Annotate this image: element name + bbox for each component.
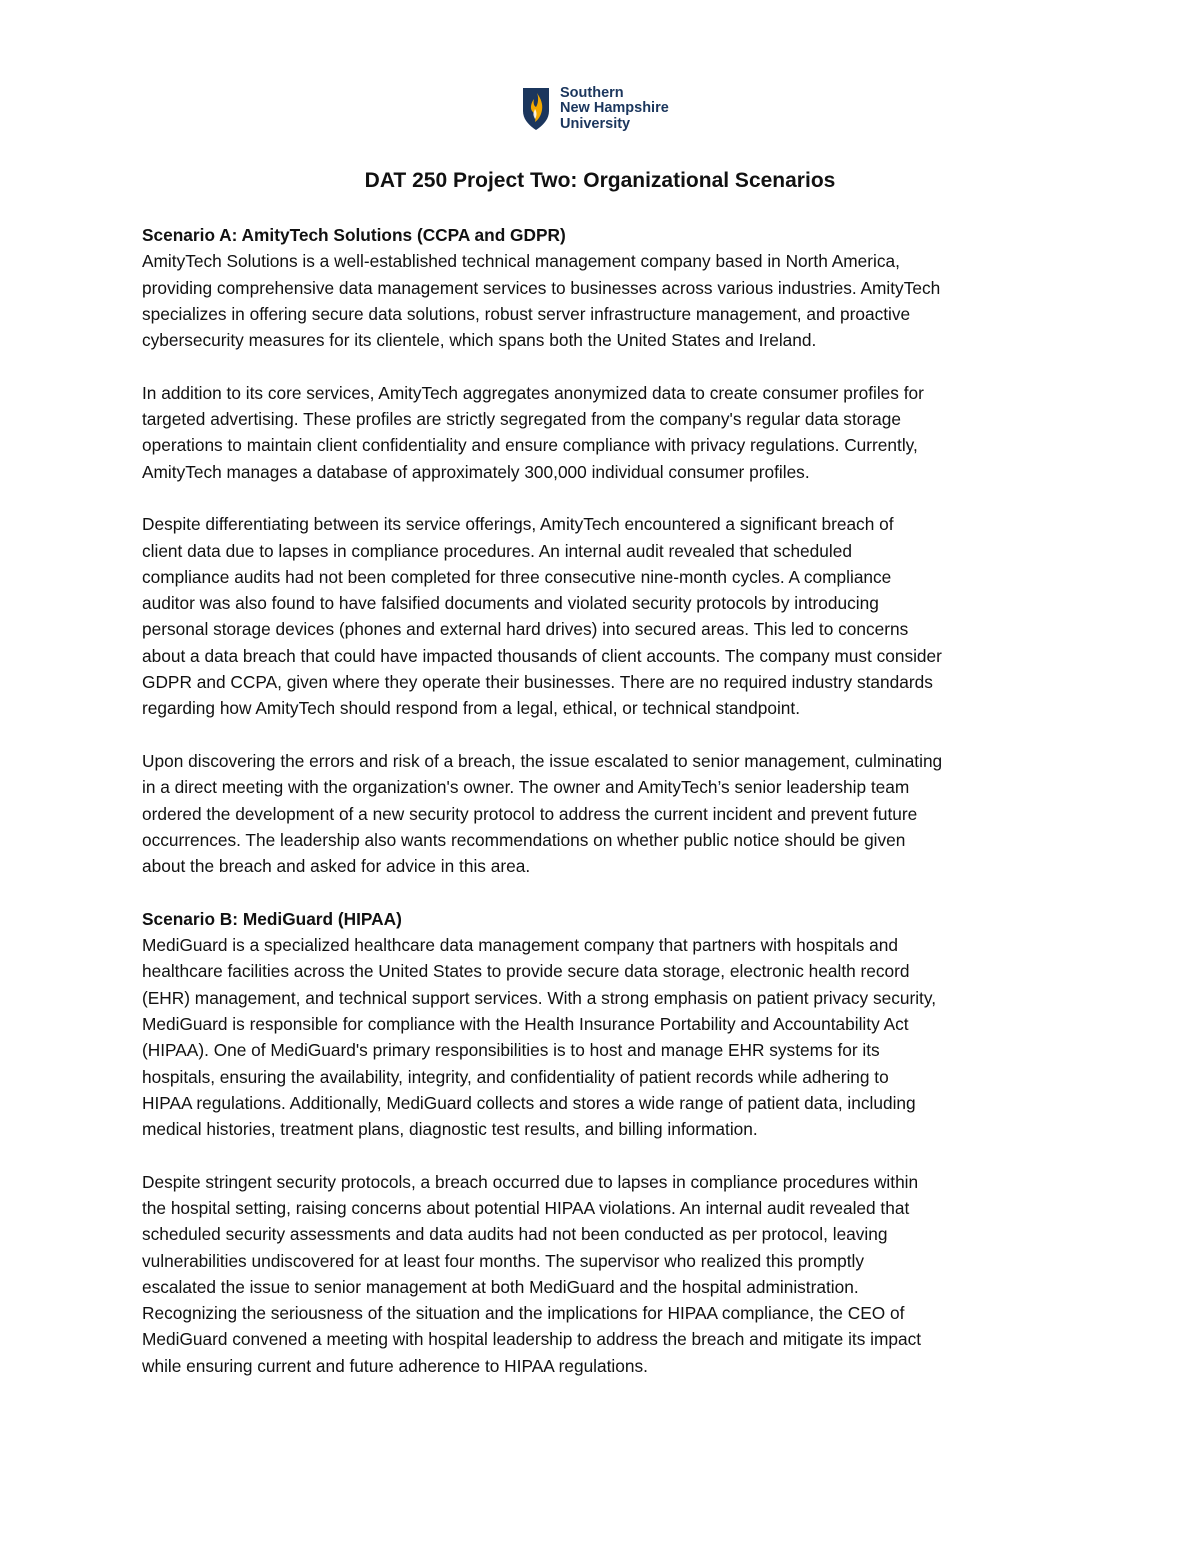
- text-line: targeted advertising. These profiles are strictly segregated from the company's regular data storage: [142, 409, 901, 430]
- text-line: operations to maintain client confidentiality and ensure compliance with privacy regulations. Currently,: [142, 435, 918, 456]
- text-line: providing comprehensive data management services to businesses across various industries. AmityTech: [142, 277, 941, 298]
- text-line: Despite stringent security protocols, a breach occurred due to lapses in compliance procedures within: [142, 1171, 919, 1192]
- logo-line-2: New Hampshire: [560, 100, 669, 117]
- text-line: hospitals, ensuring the availability, integrity, and confidentiality of patient records while adhering to: [142, 1066, 889, 1087]
- text-line: MediGuard convened a meeting with hospital leadership to address the breach and mitigate its impact: [142, 1329, 922, 1350]
- text-line: vulnerabilities undiscovered for at least four months. The supervisor who realized this promptly: [142, 1250, 864, 1271]
- text-line: In addition to its core services, AmityTech aggregates anonymized data to create consumer profiles for: [142, 382, 924, 403]
- text-line: AmityTech manages a database of approximately 300,000 individual consumer profiles.: [142, 461, 810, 482]
- text-line: cybersecurity measures for its clientele, which spans both the United States and Ireland.: [142, 330, 817, 351]
- text-line: Upon discovering the errors and risk of a breach, the issue escalated to senior management, culminating: [142, 750, 943, 771]
- paragraph-gap: [142, 879, 1062, 905]
- text-line: MediGuard is a specialized healthcare data management company that partners with hospitals and: [142, 935, 899, 956]
- scenario-a-paragraph-2: [142, 380, 1062, 485]
- text-line: in a direct meeting with the organization's owner. The owner and AmityTech’s senior leadership team: [142, 777, 910, 798]
- scenario-a-heading: Scenario A: AmityTech Solutions (CCPA and GDPR): [142, 225, 566, 245]
- logo-line-3: University: [560, 115, 631, 132]
- text-line: Despite differentiating between its service offerings, AmityTech encountered a significant breach of: [142, 514, 894, 535]
- text-line: regarding how AmityTech should respond from a legal, ethical, or technical standpoint.: [142, 698, 801, 719]
- text-line: specializes in offering secure data solutions, robust server infrastructure management, and proactive: [142, 303, 911, 324]
- scenario-b-paragraph-1: [142, 932, 1062, 1142]
- logo-line-1: Southern: [560, 84, 624, 101]
- scenario-b-heading: Scenario B: MediGuard (HIPAA): [142, 908, 402, 929]
- paragraph-gap: [142, 485, 1062, 511]
- text-line: GDPR and CCPA, given where they operate their businesses. There are no required industry standards: [142, 672, 933, 693]
- scenario-b-paragraph-2: [142, 1169, 1062, 1379]
- document-title: DAT 250 Project Two: Organizational Scenarios: [364, 169, 836, 192]
- text-line: AmityTech Solutions is a well-established technical management company based in North America,: [142, 251, 900, 272]
- text-line: ordered the development of a new security protocol to address the current incident and prevent future: [142, 803, 918, 824]
- text-line: personal storage devices (phones and external hard drives) into secured areas. This led to concerns: [142, 619, 909, 640]
- text-line: client data due to lapses in compliance procedures. An internal audit revealed that scheduled: [142, 540, 852, 561]
- text-line: escalated the issue to senior management at both MediGuard and the hospital administration.: [142, 1276, 859, 1297]
- text-line: about a data breach that could have impacted thousands of client accounts. The company must consider: [142, 645, 942, 666]
- paragraph-gap: [142, 722, 1062, 748]
- shield-flame-icon: [522, 87, 550, 131]
- document-body: [142, 222, 1062, 1379]
- text-line: Recognizing the seriousness of the situation and the implications for HIPAA compliance, the CEO of: [142, 1303, 905, 1324]
- text-line: (HIPAA). One of MediGuard's primary responsibilities is to host and manage EHR systems for its: [142, 1040, 880, 1061]
- scenario-a-paragraph-4: [142, 748, 1062, 879]
- text-line: medical histories, treatment plans, diagnostic test results, and billing information.: [142, 1119, 758, 1140]
- text-line: auditor was also found to have falsified documents and violated security protocols by introducing: [142, 593, 879, 614]
- scenario-a-paragraph-3: [142, 511, 1062, 721]
- text-line: occurrences. The leadership also wants recommendations on whether public notice should be given: [142, 829, 906, 850]
- scenario-a-paragraph-1: [142, 248, 1062, 353]
- text-line: compliance audits had not been completed for three consecutive nine-month cycles. A compliance: [142, 566, 892, 587]
- text-line: healthcare facilities across the United States to provide secure data storage, electronic health record: [142, 961, 910, 982]
- text-line: (EHR) management, and technical support services. With a strong emphasis on patient privacy security,: [142, 987, 937, 1008]
- text-line: MediGuard is responsible for compliance with the Health Insurance Portability and Accountability Act: [142, 1013, 909, 1034]
- snhu-logo: [522, 85, 669, 133]
- logo-wordmark: [560, 86, 669, 133]
- paragraph-gap: [142, 1142, 1062, 1168]
- text-line: HIPAA regulations. Additionally, MediGuard collects and stores a wide range of patient data, including: [142, 1092, 916, 1113]
- text-line: scheduled security assessments and data audits had not been conducted as per protocol, leaving: [142, 1224, 888, 1245]
- paragraph-gap: [142, 353, 1062, 379]
- text-line: while ensuring current and future adherence to HIPAA regulations.: [142, 1355, 648, 1376]
- text-line: the hospital setting, raising concerns about potential HIPAA violations. An internal audit revealed that: [142, 1197, 910, 1218]
- text-line: about the breach and asked for advice in this area.: [142, 856, 531, 877]
